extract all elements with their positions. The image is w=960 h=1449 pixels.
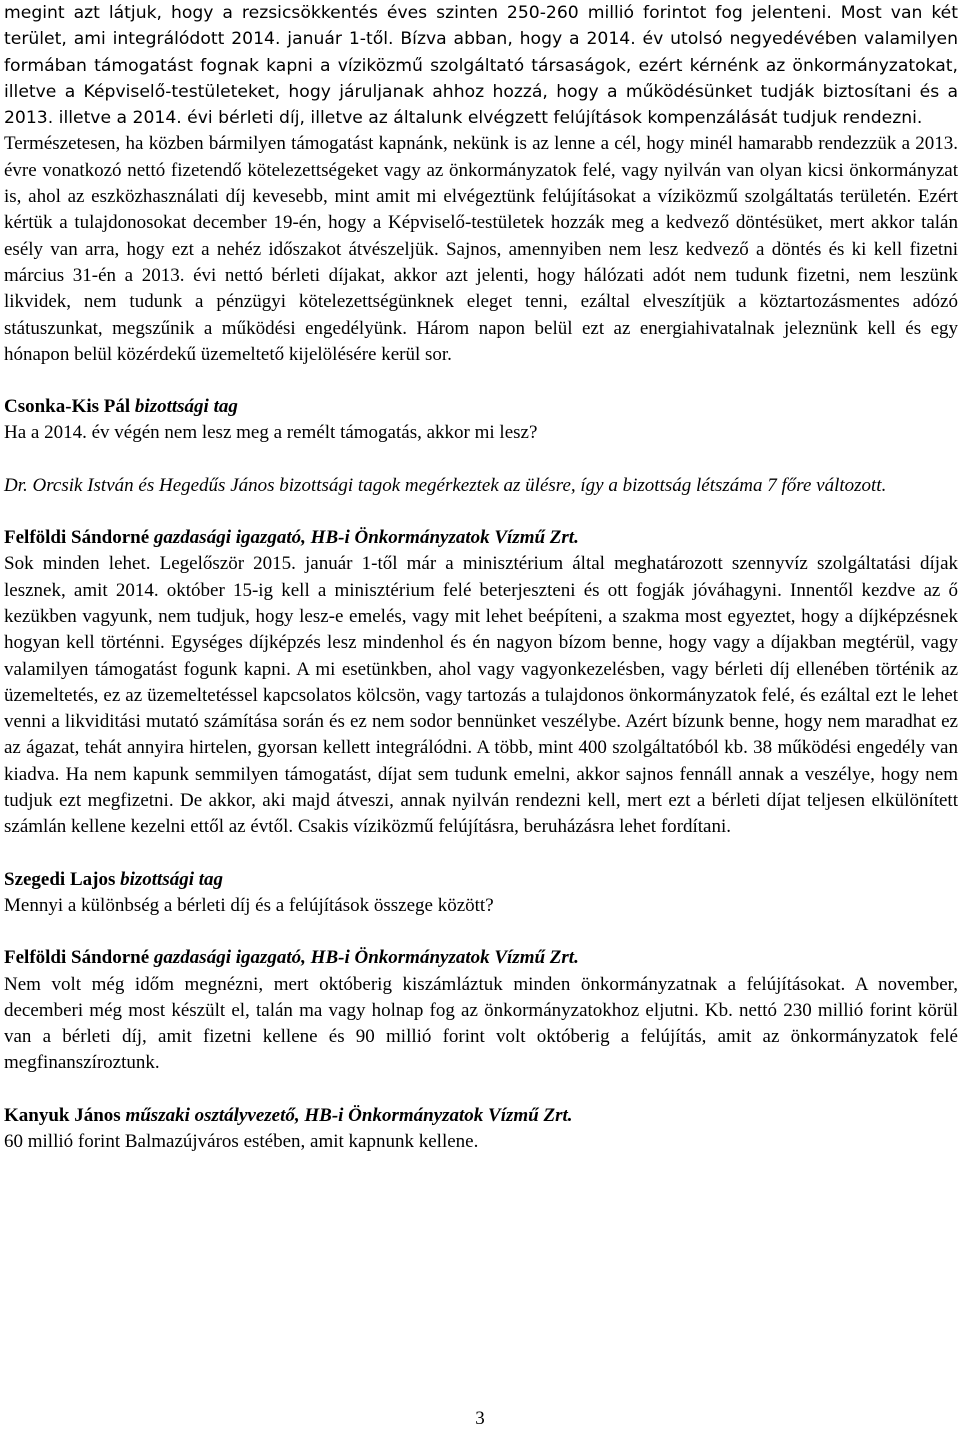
spacer	[4, 368, 958, 394]
speaker-name: Csonka-Kis Pál	[4, 396, 131, 418]
attendance-note: Dr. Orcsik István és Hegedűs János bizottsági tagok megérkeztek az ülésre, így a bizottság létszáma 7 főre változott.	[4, 474, 887, 496]
speaker-role: bizottsági tag	[134, 396, 238, 418]
speaker-text: Mennyi a különbség a bérleti díj és a felújítások összege között?	[4, 894, 494, 916]
spacer	[4, 1077, 958, 1103]
speaker-heading	[4, 394, 958, 420]
speaker-role: bizottsági tag	[120, 868, 224, 890]
spacer	[4, 447, 958, 473]
speaker-name: Szegedi Lajos	[4, 868, 116, 890]
speaker-text: Nem volt még időm megnézni, mert októberig kiszámláztuk minden önkormányzatnak a felújításokat. A november, decemberi még most készült el, talán ma vagy holnap fog az önkormányzatokhoz eljutni. Kb. nettó 230 millió forint körül van a bérleti díj, amit fizetni kellene és 90 millió forint volt októberig a felújítás, amit az önkormányzatok felé megfinanszíroztunk.	[4, 973, 958, 1074]
speaker-role: gazdasági igazgató, HB-i Önkormányzatok Vízmű Zrt.	[153, 527, 579, 549]
spacer	[4, 919, 958, 945]
page-number: 3	[475, 1408, 485, 1429]
speaker-name: Felföldi Sándorné	[4, 527, 150, 549]
speaker-heading	[4, 945, 958, 971]
speaker-name: Felföldi Sándorné	[4, 947, 150, 969]
speaker-text: 60 millió forint Balmazújváros estében, amit kapnunk kellene.	[4, 1130, 479, 1152]
speaker-heading	[4, 525, 958, 551]
speaker-heading	[4, 867, 958, 893]
document-page	[4, 0, 958, 1155]
speaker-role: gazdasági igazgató, HB-i Önkormányzatok Vízmű Zrt.	[153, 947, 579, 969]
paragraph-continuation: Természetesen, ha közben bármilyen támogatást kapnánk, nekünk is az lenne a cél, hogy minél hamarabb rendezzük a 2013. évre vonatkozó nettó fizetendő kötelezettségeket vagy az önkormányzatok felé, vagy nyilván van olyan kicsi önkormányzat is, ahol az eszközhasználati díj kevesebb, mint amit mi elvégeztünk felújításokat a víziközmű szolgáltatás területén. Ezért kértük a tulajdonosokat december 19-én, hogy a Képviselő-testületek hozzák meg a kedvező döntésüket, mert akkor talán esély van arra, hogy ezt a nehéz időszakot átvészeljük. Sajnos, amennyiben nem lesz kedvező a döntés és ki kell fizetni március 31-én a 2013. évi nettó bérleti díjakat, akkor azt jelenti, hogy hálózati adót nem tudunk fizetni, nem leszünk likvidek, nem tudunk a pénzügyi kötelezettségünknek eleget tenni, ezáltal elveszítjük a köztartozásmentes adózó státuszunkat, megszűnik a működési engedélyünk. Három napon belül ezt az energiahivatalnak jeleznünk kell és egy hónapon belül közérdekű üzemeltető kijelölésére kerül sor.	[4, 133, 958, 365]
speaker-text: Sok minden lehet. Legelőször 2015. január 1-től már a minisztérium által meghatározott szennyvíz szolgáltatási díjak lesznek, amit 2014. október 15-ig kell a minisztérium felé beterjeszteni és ott fogják jóváhagyni. Innentől kezdve az ő kezükben vagyunk, nem tudjuk, hogy lesz-e emelés, vagy mit lehet beépíteni, a szakma most egyeztet, hogy a díjképzésnek hogyan kell történni. Egységes díjképzés lesz mindenhol és én nagyon bízom benne, hogy vagy a díjakban megtérül, vagy valamilyen támogatást fogunk kapni. A mi esetünkben, ahol vagy vagyonkezelésben, vagy bérleti díj ellenében történik az üzemeltetés, ez az üzemeltetéssel kapcsolatos kölcsön, vagy tartozás a tulajdonos önkormányzatok felé, és ezáltal ezt le lehet venni a likviditási mutató számítása során és ez nem sodor bennünket veszélybe. Azért bízunk benne, hogy nem maradhat ez az ágazat, tehát annyira hirtelen, gyorsan kellett integrálódni. A több, mint 400 szolgáltatóból kb. 38 működési engedély van kiadva. Ha nem kapunk semmilyen támogatást, díjat sem tudunk emelni, akkor sajnos fennáll annak a veszélye, hogy nem tudjuk ezt megfizetni. De akkor, aki majd átveszi, annak nyilván rendezni kell, mert ezt a bérleti díjat teljesen elkülönített számlán kellene kezelni ettől az évtől. Csakis víziközmű felújításra, beruházásra lehet fordítani.	[4, 553, 958, 838]
speaker-heading	[4, 1103, 958, 1129]
spacer	[4, 499, 958, 525]
paragraph-opening: megint azt látjuk, hogy a rezsicsökkentés éves szinten 250-260 millió forintot fog jelenteni. Most van két terület, ami integrálódott 2014. január 1-től. Bízva abban, hogy a 2014. év utolsó negyedévében valamilyen formában támogatást fognak kapni a víziközmű szolgáltató társaságok, ezért kérnénk az önkormányzatokat, illetve a Képviselő-testületeket, hogy járuljanak ahhoz hozzá, hogy a működésünket tudják biztosítani és a 2013. illetve a 2014. évi bérleti díj, illetve az általunk elvégzett felújítások kompenzálását tudjuk rendezni.	[4, 3, 958, 129]
spacer	[4, 841, 958, 867]
speaker-name: Kanyuk János	[4, 1104, 121, 1126]
speaker-text: Ha a 2014. év végén nem lesz meg a remélt támogatás, akkor mi lesz?	[4, 422, 538, 444]
speaker-role: műszaki osztályvezető, HB-i Önkormányzatok Vízmű Zrt.	[125, 1104, 573, 1126]
